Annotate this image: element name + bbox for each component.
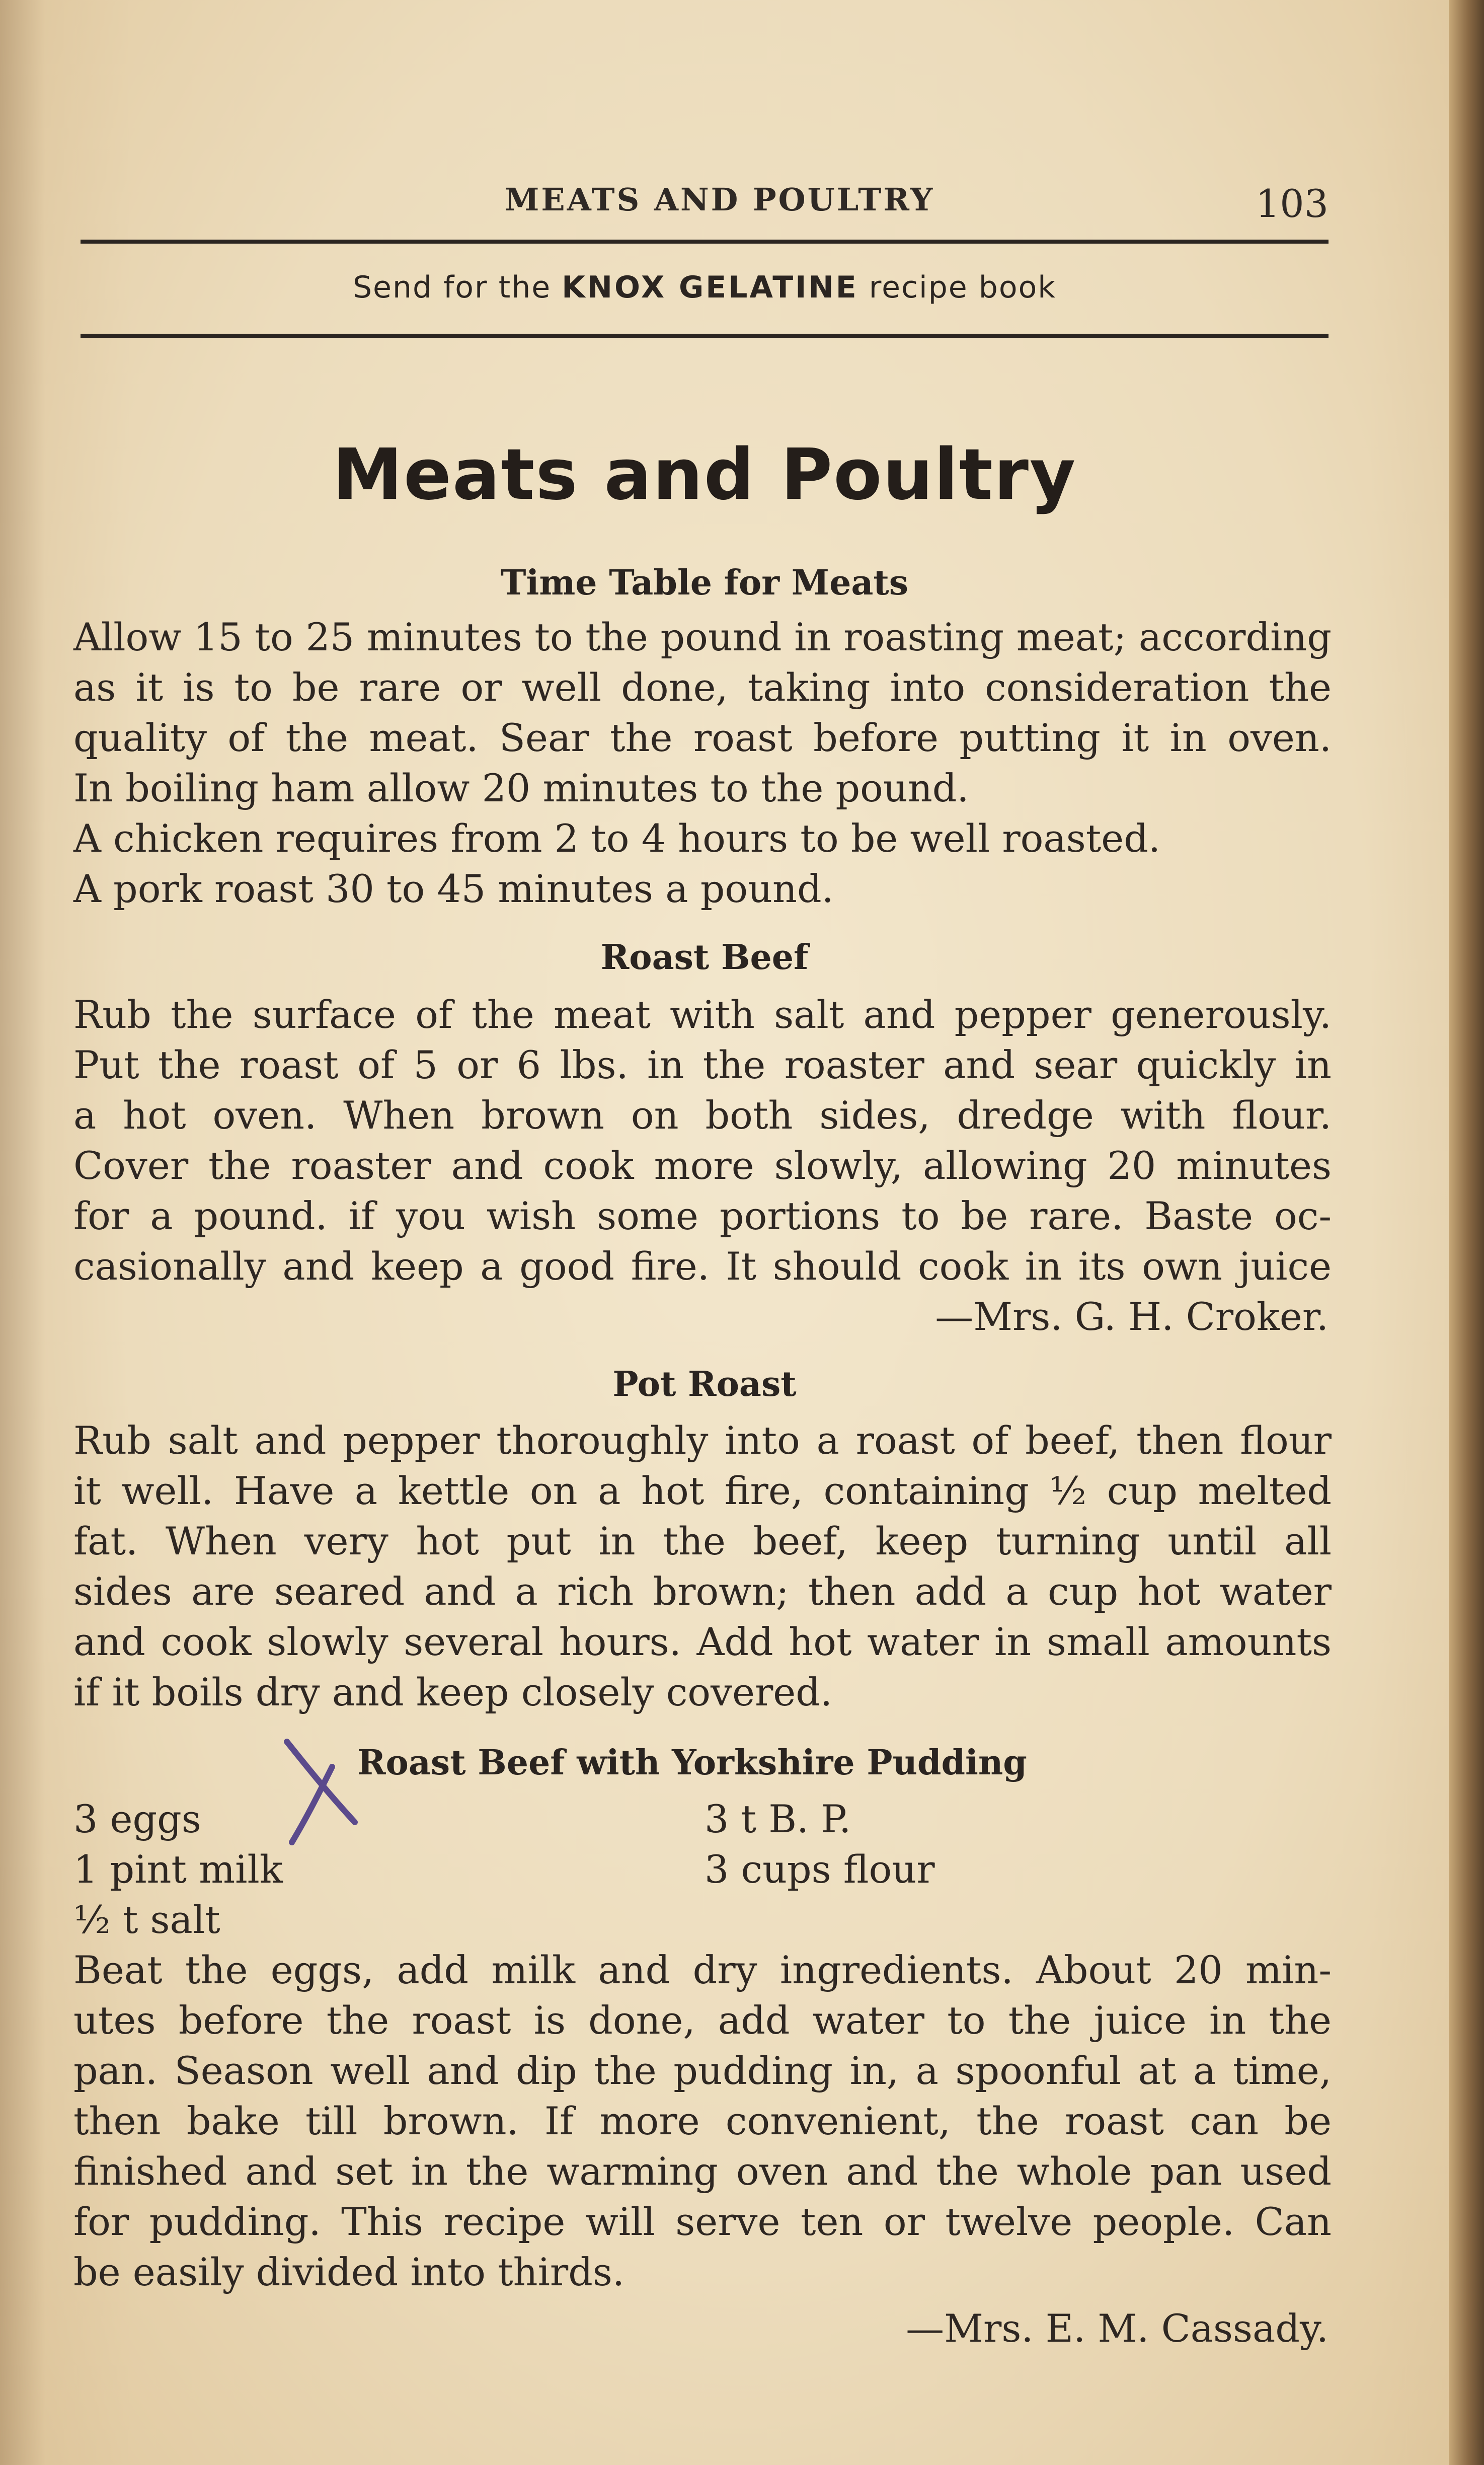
text-line: Cover the roaster and cook more slowly, allowing 20 minutes bbox=[73, 1143, 1332, 1188]
ingredient-item: 3 cups flour bbox=[705, 1847, 935, 1892]
section-text-pot-roast bbox=[73, 1415, 1332, 1717]
ingredient-item: 3 eggs bbox=[73, 1797, 201, 1841]
header-rule-bottom bbox=[81, 334, 1329, 338]
text-line: pan. Season well and dip the pudding in, a spoonful at a time, bbox=[73, 2048, 1332, 2093]
text-line: as it is to be rare or well done, taking into consideration the bbox=[73, 665, 1332, 710]
chapter-title: Meats and Poultry bbox=[332, 434, 1077, 516]
banner-brand: KNOX GELATINE bbox=[562, 270, 858, 305]
text-line: Put the roast of 5 or 6 lbs. in the roaster and sear quickly in bbox=[73, 1042, 1332, 1087]
text-line: Rub salt and pepper thoroughly into a roast of beef, then flour bbox=[73, 1418, 1332, 1463]
handwritten-x-mark bbox=[272, 1722, 372, 1847]
text-line: for pudding. This recipe will serve ten or twelve people. Can bbox=[73, 2199, 1332, 2244]
banner-suffix: recipe book bbox=[869, 270, 1057, 305]
running-head: MEATS AND POULTRY bbox=[504, 181, 935, 218]
section-text-yorkshire-pudding bbox=[73, 1945, 1332, 2297]
text-line: In boiling ham allow 20 minutes to the pound. bbox=[73, 766, 969, 810]
banner-prefix: Send for the bbox=[352, 270, 552, 305]
ingredient-item: 1 pint milk bbox=[73, 1847, 283, 1892]
header-rule-top bbox=[81, 240, 1329, 244]
section-text-time-table bbox=[73, 612, 1332, 914]
text-line: Rub the surface of the meat with salt and pepper generously. bbox=[73, 992, 1332, 1037]
section-heading-yorkshire-pudding: Roast Beef with Yorkshire Pudding bbox=[357, 1743, 1027, 1783]
page-number: 103 bbox=[1255, 181, 1329, 226]
text-line: sides are seared and a rich brown; then add a cup hot water bbox=[73, 1569, 1332, 1614]
section-heading-roast-beef: Roast Beef bbox=[600, 937, 809, 978]
text-line: if it boils dry and keep closely covered. bbox=[73, 1670, 833, 1714]
text-line: A chicken requires from 2 to 4 hours to be well roasted. bbox=[73, 816, 1161, 861]
text-line: quality of the meat. Sear the roast before putting it in oven. bbox=[73, 715, 1332, 760]
text-line: A pork roast 30 to 45 minutes a pound. bbox=[73, 866, 834, 911]
section-heading-time-table: Time Table for Meats bbox=[500, 563, 909, 603]
attribution-cassady: —Mrs. E. M. Cassady. bbox=[906, 2306, 1329, 2351]
advertisement-banner bbox=[81, 270, 1329, 305]
text-line: a hot oven. When brown on both sides, dredge with flour. bbox=[73, 1093, 1332, 1138]
text-line: finished and set in the warming oven and the whole pan used bbox=[73, 2149, 1332, 2194]
text-line: utes before the roast is done, add water to the juice in the bbox=[73, 1998, 1332, 2043]
text-line: for a pound. if you wish some portions to be rare. Baste oc- bbox=[73, 1193, 1332, 1238]
text-line: then bake till brown. If more convenient, the roast can be bbox=[73, 2099, 1332, 2143]
text-line: fat. When very hot put in the beef, keep turning until all bbox=[73, 1519, 1332, 1563]
text-line: Allow 15 to 25 minutes to the pound in roasting meat; according bbox=[73, 615, 1332, 659]
text-line: and cook slowly several hours. Add hot water in small amounts bbox=[73, 1619, 1332, 1664]
ingredient-item: ½ t salt bbox=[73, 1897, 220, 1942]
section-text-roast-beef bbox=[73, 990, 1332, 1292]
attribution-croker: —Mrs. G. H. Croker. bbox=[935, 1294, 1329, 1339]
page-edge bbox=[1449, 0, 1484, 2465]
text-line: Beat the eggs, add milk and dry ingredients. About 20 min- bbox=[73, 1948, 1332, 1992]
text-line: it well. Have a kettle on a hot fire, containing ½ cup melted bbox=[73, 1468, 1332, 1513]
ingredient-item: 3 t B. P. bbox=[705, 1797, 851, 1841]
section-heading-pot-roast: Pot Roast bbox=[612, 1364, 797, 1404]
text-line: be easily divided into thirds. bbox=[73, 2250, 625, 2294]
text-line: casionally and keep a good fire. It should cook in its own juice bbox=[73, 1244, 1332, 1289]
